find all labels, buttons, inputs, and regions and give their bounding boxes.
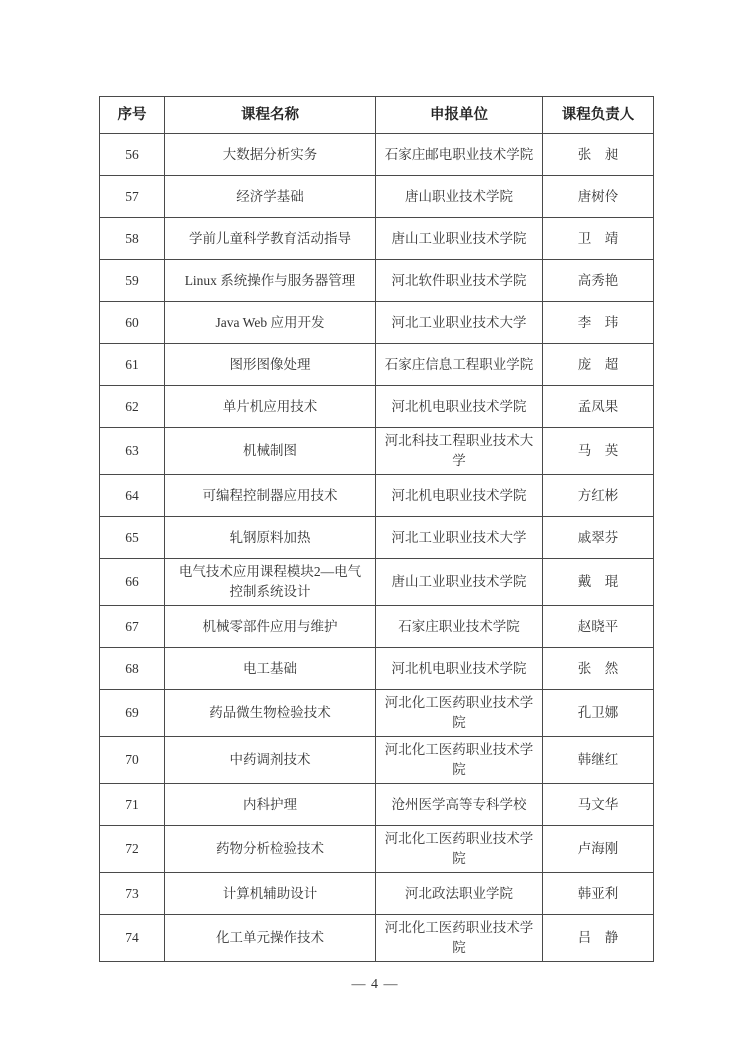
cell-no: 72 [100, 826, 165, 873]
cell-unit: 河北化工医药职业技术学院 [376, 690, 543, 737]
cell-unit: 沧州医学高等专科学校 [376, 784, 543, 826]
cell-course: 大数据分析实务 [165, 134, 376, 176]
page-number: — 4 — [351, 977, 399, 992]
cell-leader: 戴 琨 [543, 559, 654, 606]
table-row [100, 302, 654, 344]
cell-unit: 河北政法职业学院 [376, 873, 543, 915]
table-row [100, 606, 654, 648]
cell-no: 58 [100, 218, 165, 260]
table-row [100, 134, 654, 176]
cell-course: 化工单元操作技术 [165, 915, 376, 962]
header-cell-leader: 课程负责人 [543, 97, 654, 134]
course-table [99, 96, 654, 962]
cell-course: 中药调剂技术 [165, 737, 376, 784]
cell-course: Linux 系统操作与服务器管理 [165, 260, 376, 302]
cell-leader: 马 英 [543, 428, 654, 475]
cell-unit: 河北科技工程职业技术大学 [376, 428, 543, 475]
cell-course: 机械制图 [165, 428, 376, 475]
table-row [100, 873, 654, 915]
cell-leader: 方红彬 [543, 475, 654, 517]
cell-unit: 河北工业职业技术大学 [376, 302, 543, 344]
cell-no: 70 [100, 737, 165, 784]
cell-no: 66 [100, 559, 165, 606]
cell-unit: 河北软件职业技术学院 [376, 260, 543, 302]
cell-unit: 河北化工医药职业技术学院 [376, 826, 543, 873]
cell-unit: 河北机电职业技术学院 [376, 475, 543, 517]
table-row [100, 428, 654, 475]
cell-no: 73 [100, 873, 165, 915]
cell-unit: 河北机电职业技术学院 [376, 648, 543, 690]
cell-course: 轧钢原料加热 [165, 517, 376, 559]
cell-unit: 河北工业职业技术大学 [376, 517, 543, 559]
cell-leader: 戚翠芬 [543, 517, 654, 559]
table-row [100, 475, 654, 517]
header-row [100, 97, 654, 134]
cell-leader: 高秀艳 [543, 260, 654, 302]
cell-leader: 卢海刚 [543, 826, 654, 873]
cell-no: 62 [100, 386, 165, 428]
cell-no: 63 [100, 428, 165, 475]
cell-no: 60 [100, 302, 165, 344]
cell-course: 电工基础 [165, 648, 376, 690]
table-row [100, 386, 654, 428]
course-table-header [100, 97, 654, 134]
cell-course: 机械零部件应用与维护 [165, 606, 376, 648]
cell-leader: 唐树伶 [543, 176, 654, 218]
cell-leader: 李 玮 [543, 302, 654, 344]
cell-no: 64 [100, 475, 165, 517]
header-cell-course: 课程名称 [165, 97, 376, 134]
cell-unit: 河北机电职业技术学院 [376, 386, 543, 428]
cell-course: 药物分析检验技术 [165, 826, 376, 873]
cell-course: Java Web 应用开发 [165, 302, 376, 344]
cell-leader: 孟凤果 [543, 386, 654, 428]
cell-course: 图形图像处理 [165, 344, 376, 386]
cell-leader: 赵晓平 [543, 606, 654, 648]
cell-no: 61 [100, 344, 165, 386]
cell-no: 56 [100, 134, 165, 176]
cell-leader: 吕 静 [543, 915, 654, 962]
cell-course: 可编程控制器应用技术 [165, 475, 376, 517]
cell-leader: 张 然 [543, 648, 654, 690]
cell-course: 单片机应用技术 [165, 386, 376, 428]
cell-leader: 韩继红 [543, 737, 654, 784]
cell-no: 65 [100, 517, 165, 559]
cell-leader: 马文华 [543, 784, 654, 826]
cell-course: 电气技术应用课程模块2—电气控制系统设计 [165, 559, 376, 606]
cell-course: 学前儿童科学教育活动指导 [165, 218, 376, 260]
cell-leader: 张 昶 [543, 134, 654, 176]
cell-leader: 韩亚利 [543, 873, 654, 915]
cell-unit: 河北化工医药职业技术学院 [376, 915, 543, 962]
cell-course: 内科护理 [165, 784, 376, 826]
cell-course: 药品微生物检验技术 [165, 690, 376, 737]
table-row [100, 559, 654, 606]
cell-no: 74 [100, 915, 165, 962]
cell-unit: 河北化工医药职业技术学院 [376, 737, 543, 784]
cell-leader: 庞 超 [543, 344, 654, 386]
cell-course: 经济学基础 [165, 176, 376, 218]
cell-no: 57 [100, 176, 165, 218]
cell-unit: 唐山职业技术学院 [376, 176, 543, 218]
cell-unit: 石家庄信息工程职业学院 [376, 344, 543, 386]
cell-unit: 石家庄职业技术学院 [376, 606, 543, 648]
cell-course: 计算机辅助设计 [165, 873, 376, 915]
header-cell-no: 序号 [100, 97, 165, 134]
cell-no: 67 [100, 606, 165, 648]
header-cell-unit: 申报单位 [376, 97, 543, 134]
cell-unit: 石家庄邮电职业技术学院 [376, 134, 543, 176]
table-row [100, 517, 654, 559]
course-table-body [100, 134, 654, 962]
cell-no: 68 [100, 648, 165, 690]
cell-leader: 孔卫娜 [543, 690, 654, 737]
cell-leader: 卫 靖 [543, 218, 654, 260]
table-row [100, 344, 654, 386]
table-row [100, 690, 654, 737]
cell-no: 59 [100, 260, 165, 302]
table-row [100, 826, 654, 873]
cell-unit: 唐山工业职业技术学院 [376, 218, 543, 260]
table-row [100, 218, 654, 260]
cell-unit: 唐山工业职业技术学院 [376, 559, 543, 606]
table-row [100, 260, 654, 302]
table-row [100, 784, 654, 826]
cell-no: 71 [100, 784, 165, 826]
cell-no: 69 [100, 690, 165, 737]
table-row [100, 915, 654, 962]
table-row [100, 648, 654, 690]
table-row [100, 176, 654, 218]
table-row [100, 737, 654, 784]
